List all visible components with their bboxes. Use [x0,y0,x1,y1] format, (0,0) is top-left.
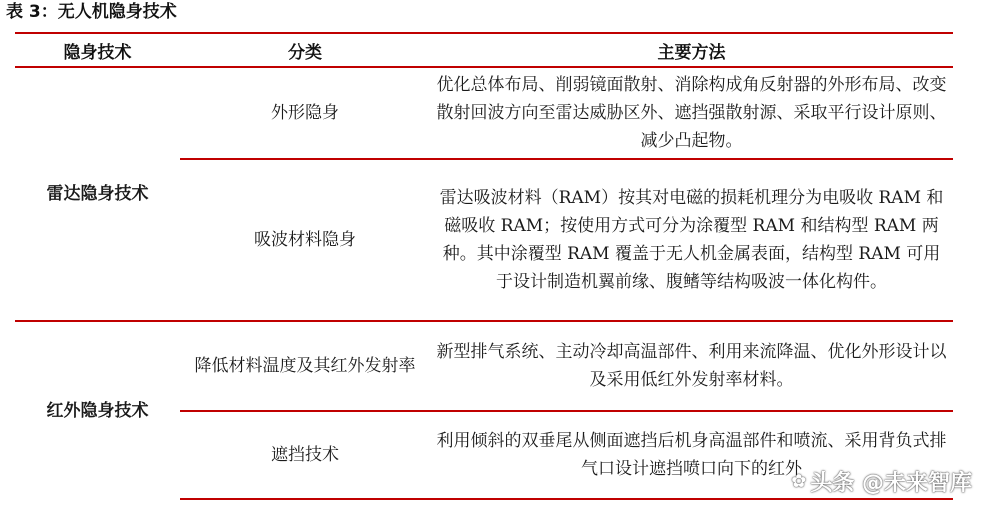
table-row [15,67,953,159]
table-row [15,321,953,411]
watermark-text: 头条 @未来智库 [810,471,972,496]
group-radar: 雷达隐身技术 [46,184,149,204]
watermark-logo-icon: ✿ [791,471,807,492]
method-cell: 雷达吸波材料（RAM）按其对电磁的损耗机理分为电吸收 RAM 和磁吸收 RAM；按使用方式可分为涂覆型 RAM 和结构型 RAM 两种。其中涂覆型 RAM 覆盖于无人机金属表面，结构型 RAM 可用于设计制造机翼前缘、腹鳍等结构吸波一体化构件。 [430,159,953,321]
method-cell: 利用倾斜的双垂尾从侧面遮挡后机身高温部件和喷流、采用背负式排气口设计遮挡喷口向下的红外 [430,411,953,499]
table-caption: 表 3：无人机隐身技术 [6,2,177,22]
category-cell: 遮挡技术 [180,411,430,499]
header-row [15,33,953,67]
header-category: 分类 [180,33,430,67]
group-infrared: 红外隐身技术 [15,321,180,499]
header-tech: 隐身技术 [15,33,180,67]
category-cell: 降低材料温度及其红外发射率 [180,321,430,411]
category-cell: 吸波材料隐身 [180,159,430,321]
method-cell: 新型排气系统、主动冷却高温部件、利用来流降温、优化外形设计以及采用低红外发射率材料。 [430,321,953,411]
watermark [791,466,972,497]
method-cell: 优化总体布局、削弱镜面散射、消除构成角反射器的外形布局、改变散射回波方向至雷达威胁区外、遮挡强散射源、采取平行设计原则、减少凸起物。 [436,75,947,151]
stealth-tech-table [15,32,953,500]
category-cell: 外形隐身 [271,103,339,123]
header-method: 主要方法 [430,33,953,67]
